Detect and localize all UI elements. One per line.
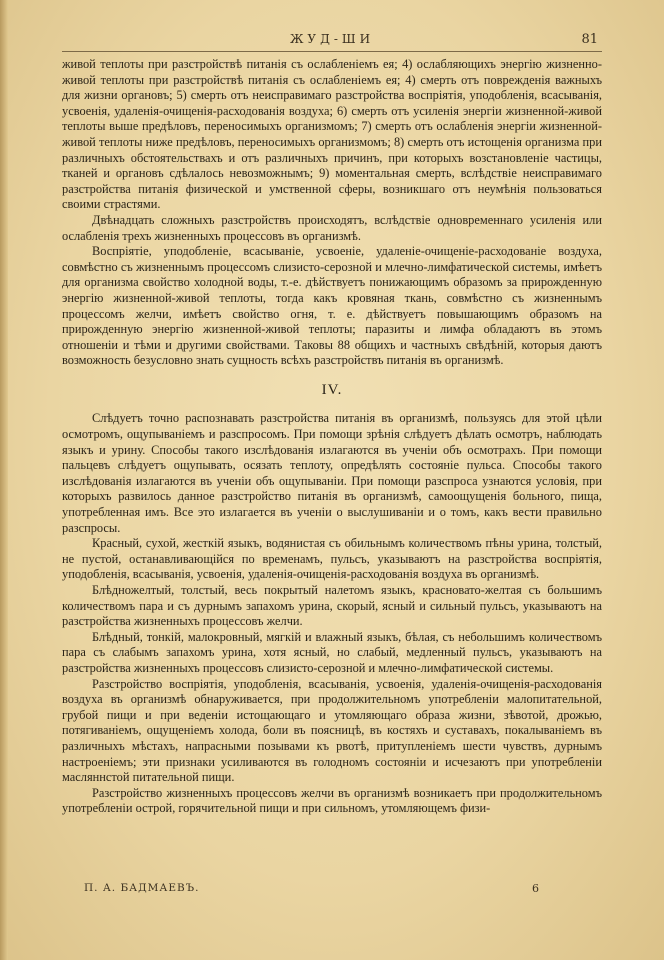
paragraph-5: Красный, сухой, жесткій языкъ, водянистая съ обильнымъ количествомъ пѣны урина, толстый, не пустой, останавливающійся по временамъ, пульсъ, указываютъ на разстройства воспріятія, уподобленія, всасыванія, усвоенія, удаленія-очищенія-расходованія воздуха въ организмѣ. (62, 536, 602, 582)
paragraph-2: Двѣнадцать сложныхъ разстройствъ происходятъ, вслѣдствіе одновременнаго усиленія или ослабленія трехъ жизненныхъ процессовъ въ организмѣ. (62, 212, 602, 243)
section-heading: IV. (321, 381, 343, 398)
paragraph-3: Воспріятіе, уподобленіе, всасываніе, усвоеніе, удаленіе-очищеніе-расходованіе воздуха, совмѣстно съ жизненнымъ процессомъ слизисто-серозной и млечно-лимфатической системы, имѣетъ для организма свойство холодной воды, т.-е. дѣйствуетъ понижающимъ образомъ за прирожденную энергію жизненной-живой теплоты, тогда какъ кровяная ткань, совмѣстно съ жизненнымъ процессомъ желчи, имѣетъ свойство огня, т. е. дѣйствуетъ повышающимъ образомъ на прирожденную энергію жизненной-живой теплоты; паразиты и лимфа обладаютъ въ этомъ отношеніи и тѣми и другими свойствами. Таковы 88 общихъ и частныхъ свѣдѣній, которыя даютъ возможность безусловно знать сущность всѣхъ разстройствъ питанія въ организмѣ. (62, 244, 602, 368)
paragraph-7: Блѣдный, тонкій, малокровный, мягкій и влажный языкъ, бѣлая, съ небольшимъ количествомъ пара съ слабымъ запахомъ урина, хотя ясный, но слабый, медленный пульсъ, указываютъ на разстройства жизненныхъ процессовъ слизисто-серозной и млечно-лимфатической системы. (62, 629, 602, 675)
paragraph-8: Разстройство воспріятія, уподобленія, всасыванія, усвоенія, удаленія-очищенія-расходованія воздуха въ организмѣ обнаруживается, при продолжительномъ употребленіи малопитательной, грубой пищи и при веденіи истощающаго и утомляющаго образа жизни, зѣвотой, дрожью, потягиваніемъ, ощущеніемъ холода, боли въ поясницѣ, въ костяхъ и суставахъ, покалываніемъ въ различныхъ мѣстахъ, напрасными позывами къ рвотѣ, притупленіемъ шести чувствъ, дурнымъ настроеніемъ; эти признаки усиливаются въ голодномъ состояніи и исчезаютъ при употребленіи масляннстой питательной пищи. (62, 676, 602, 785)
page-number: 81 (581, 32, 598, 47)
paragraph-9: Разстройство жизненныхъ процессовъ желчи въ организмѣ возникаетъ при продолжительномъ употребленіи острой, горячительной пищи и при сильномъ, утомляющемъ физи- (62, 785, 602, 816)
page-footer (62, 882, 602, 898)
body-text (62, 57, 602, 817)
paragraph-6: Блѣдножелтый, толстый, весь покрытый налетомъ языкъ, красновато-желтая съ большимъ количествомъ пара и съ дурнымъ запахомъ урина, скорый, ясный и сильный пульсъ, указываютъ на разстройства жизненныхъ процессовъ желчи. (62, 583, 602, 629)
paragraph-1: живой теплоты при разстройствѣ питанія съ ослабленіемъ ея; 4) ослабляющихъ энергію жизненно-живой теплоты при разстройствѣ питанія съ ослабленіемъ ея; 4) смерть отъ поврежденія важныхъ для жизни органовъ; 5) смерть отъ неисправимаго разстройства воспріятія, уподобленія, всасыванія, усвоенія, удаленія-очищенія-расходованія воздуха; 6) смерть отъ усиленія энергіи жизненной-живой теплоты выше предѣловъ, переносимыхъ организмомъ; 7) смерть отъ ослабленія энергіи жизненной-живой теплоты ниже предѣловъ, переносимыхъ организмомъ; 8) смерть отъ истощенія организма при различныхъ обстоятельствахъ и отъ различныхъ причинъ, при которыхъ возстановленіе частицы, тканей и органовъ сдѣлалось невозможнымъ; 9) моментальная смерть, вслѣдствіе неисправимаго разстройства питанія физической и умственной сферы, возникшаго отъ неумѣнія пользоваться своими страстями. (62, 57, 602, 212)
running-title: ЖУД-ШИ (289, 32, 375, 46)
paragraph-4: Слѣдуетъ точно распознавать разстройства питанія въ организмѣ, пользуясь для этой цѣли осмотромъ, ощупываніемъ и разспросомъ. При помощи зрѣнія слѣдуетъ дѣлать осмотръ, наблюдать языкъ и урину. Способы такого изслѣдованія излагаются въ ученіи объ осмотрахъ. При помощи пальцевъ слѣдуетъ ощупывать, осязать теплоту, опредѣлять состояніе пульса. Способы такого изслѣдованія излагаются въ ученіи объ ощупываніи. При помощи разспроса узнаются условія, при которыхъ развилось данное разстройство питанія въ организмѣ, самоощущенія больного, пища, употребленная имъ. Все это излагается въ ученіи о выслушиваніи и о томъ, какъ вести правильно разспросы. (62, 411, 602, 535)
printer-signature: П. А. БАДМАЕВЪ. (84, 882, 200, 894)
signature-number: 6 (532, 882, 539, 895)
page-binding-edge (0, 0, 8, 960)
page-header (62, 32, 602, 52)
header-rule (62, 51, 602, 52)
